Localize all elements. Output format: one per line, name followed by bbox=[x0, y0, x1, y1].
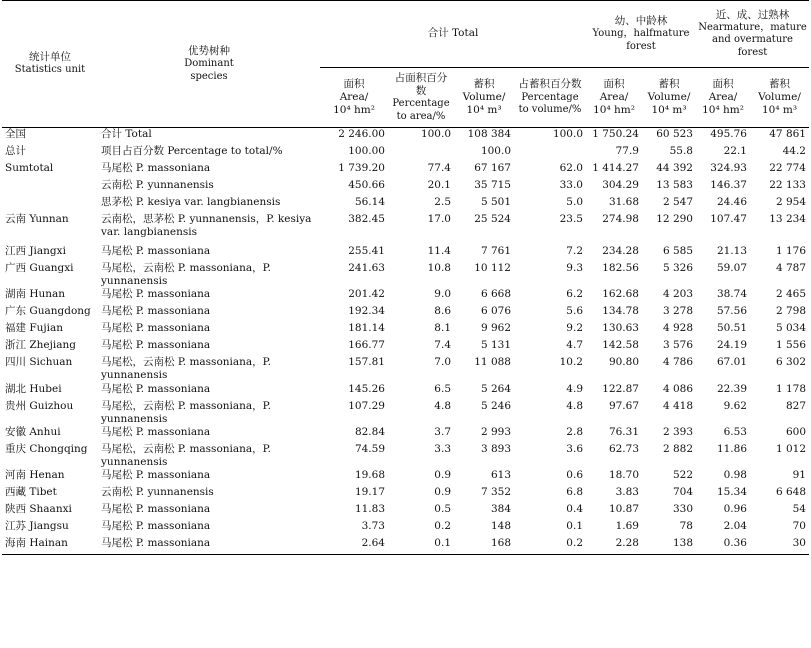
pct-area-cell: 0.2 bbox=[434, 520, 451, 532]
pct-area-cn: 占面积百分数 bbox=[394, 71, 448, 97]
species-cell: 马尾松 P. massoniana bbox=[101, 537, 211, 549]
pct-volume-cell: 5.6 bbox=[566, 305, 583, 318]
volume-en: Volume/ bbox=[758, 90, 801, 103]
young-area-cell: 10.87 bbox=[608, 503, 639, 515]
species-cell: 云南松 P. yunnanensis bbox=[101, 179, 214, 191]
species-cell: 合计 Total bbox=[101, 128, 152, 140]
near-area-cell: 22.39 bbox=[716, 382, 747, 395]
near-area-cell: 59.07 bbox=[716, 262, 747, 274]
volume-cell: 3 893 bbox=[480, 442, 511, 455]
total-group-header: 合计 Total bbox=[320, 1, 586, 68]
near-volume-cell: 1 178 bbox=[775, 382, 806, 395]
near-group-cn: 近、成、过熟林 bbox=[715, 8, 790, 21]
near-area-cell: 6.53 bbox=[723, 425, 747, 438]
area-en: Area/ bbox=[339, 90, 369, 103]
young-area-cell: 1.69 bbox=[615, 520, 639, 532]
pct-volume-cell: 0.1 bbox=[566, 520, 583, 532]
volume-cell: 11 088 bbox=[474, 356, 511, 369]
table-row bbox=[2, 288, 809, 305]
unit-cell: 广西 Guangxi bbox=[5, 262, 74, 274]
area-cell: 255.41 bbox=[348, 245, 385, 257]
near-area-cell: 0.98 bbox=[723, 469, 747, 481]
area-en: Area/ bbox=[599, 90, 629, 103]
volume-cn: 蓄积 bbox=[658, 77, 680, 90]
young-volume-cell: 5 326 bbox=[662, 262, 693, 274]
young-area-cell: 134.78 bbox=[602, 305, 639, 318]
species-cell: 马尾松 P. massoniana bbox=[101, 245, 211, 257]
unit-cell: 湖南 Hunan bbox=[5, 288, 66, 301]
near-area-cell: 15.34 bbox=[716, 486, 747, 498]
near-volume-cell: 22 774 bbox=[769, 162, 806, 174]
pct-volume-cell: 7.2 bbox=[566, 245, 583, 257]
volume-cell: 100.0 bbox=[480, 145, 511, 157]
pct-volume-cell: 3.6 bbox=[566, 442, 583, 455]
unit-cell: 云南 Yunnan bbox=[5, 213, 69, 225]
pct-area-cell: 0.1 bbox=[434, 537, 451, 549]
young-volume-cell: 3 278 bbox=[662, 305, 693, 318]
pct-volume-cell bbox=[514, 145, 586, 162]
unit-cell: 海南 Hainan bbox=[5, 537, 68, 549]
near-area-cell: 22.1 bbox=[723, 145, 747, 157]
young-volume-cell: 138 bbox=[672, 537, 693, 549]
unit-cell: 贵州 Guizhou bbox=[5, 399, 74, 412]
species-cell: 马尾松，云南松 P. massoniana，P. yunnanensis bbox=[101, 442, 271, 468]
young-area-cell: 182.56 bbox=[602, 262, 639, 274]
species-cell: 马尾松 P. massoniana bbox=[101, 162, 211, 174]
young-area-cell: 1 750.24 bbox=[592, 128, 639, 140]
near-volume-cell: 44.2 bbox=[782, 145, 806, 157]
near-area-cell: 38.74 bbox=[716, 288, 747, 301]
volume-cell: 108 384 bbox=[467, 128, 511, 140]
near-area-cell: 495.76 bbox=[710, 128, 747, 140]
near-area-cell: 11.86 bbox=[716, 442, 747, 455]
young-volume-cell: 4 418 bbox=[662, 399, 693, 412]
area-unit: 10⁴ hm² bbox=[333, 104, 375, 117]
area-cell: 157.81 bbox=[348, 356, 385, 369]
volume-cell: 67 167 bbox=[474, 162, 511, 174]
unit-cell: 浙江 Zhejiang bbox=[5, 339, 76, 352]
area-cn: 面积 bbox=[343, 77, 365, 90]
table-body bbox=[2, 128, 809, 555]
species-cell: 项目占百分数 Percentage to total/% bbox=[101, 145, 283, 157]
young-volume-cell: 4 086 bbox=[662, 382, 693, 395]
volume-cell: 7 352 bbox=[480, 486, 511, 498]
species-cell: 马尾松 P. massoniana bbox=[101, 520, 211, 532]
near-volume-cell: 1 012 bbox=[775, 442, 806, 455]
young-group-en: Young，halfmature forest bbox=[592, 28, 690, 52]
young-area-cell: 274.98 bbox=[602, 213, 639, 225]
young-group-cn: 幼、中龄林 bbox=[614, 14, 668, 27]
young-volume-cell: 330 bbox=[672, 503, 693, 515]
near-area-cell: 2.04 bbox=[723, 520, 747, 532]
pct-volume-cell: 2.8 bbox=[566, 425, 583, 438]
volume-cell: 168 bbox=[490, 537, 511, 549]
area-cell: 19.68 bbox=[354, 469, 385, 481]
near-area-cell: 324.93 bbox=[710, 162, 747, 174]
table-row bbox=[2, 196, 809, 213]
table-row bbox=[2, 356, 809, 382]
volume-cell: 2 993 bbox=[480, 425, 511, 438]
pct-vol-en: Percentage to volume/% bbox=[518, 91, 582, 116]
near-volume-cell: 70 bbox=[792, 520, 806, 532]
near-area-header bbox=[696, 68, 750, 128]
young-volume-cell: 4 786 bbox=[662, 356, 693, 369]
young-volume-cell: 4 928 bbox=[662, 322, 693, 335]
species-cell: 马尾松 P. massoniana bbox=[101, 305, 211, 318]
species-cell: 云南松 P. yunnanensis bbox=[101, 486, 214, 498]
area-cell: 2 246.00 bbox=[338, 128, 385, 140]
pct-volume-header bbox=[514, 68, 586, 128]
table-row bbox=[2, 469, 809, 486]
volume-unit: 10⁴ m³ bbox=[466, 104, 502, 117]
area-cell: 19.17 bbox=[354, 486, 385, 498]
young-volume-cell: 2 547 bbox=[662, 196, 693, 208]
species-cell: 马尾松 P. massoniana bbox=[101, 322, 211, 335]
pct-area-cell: 11.4 bbox=[427, 245, 451, 257]
unit-header-cn: 统计单位 bbox=[29, 51, 71, 64]
pct-area-cell bbox=[388, 145, 454, 162]
area-unit: 10⁴ hm² bbox=[593, 104, 635, 117]
table-row bbox=[2, 426, 809, 443]
table-header bbox=[2, 1, 809, 128]
table-row bbox=[2, 128, 809, 146]
area-cell: 201.42 bbox=[348, 288, 385, 301]
unit-cell: 江西 Jiangxi bbox=[5, 245, 66, 257]
volume-cell: 6 668 bbox=[480, 288, 511, 301]
near-area-cell: 0.96 bbox=[723, 503, 747, 515]
near-volume-cell: 13 234 bbox=[769, 213, 806, 225]
young-group-header bbox=[586, 1, 696, 68]
volume-cn: 蓄积 bbox=[769, 77, 790, 90]
young-volume-cell: 2 882 bbox=[662, 442, 693, 455]
volume-cell: 5 501 bbox=[480, 196, 511, 208]
area-cell: 100.00 bbox=[348, 145, 385, 157]
area-cell: 11.83 bbox=[354, 503, 385, 515]
young-volume-cell: 522 bbox=[672, 469, 693, 481]
unit-header-en: Statistics unit bbox=[14, 64, 86, 76]
pct-volume-cell: 4.9 bbox=[566, 382, 583, 395]
pct-volume-cell: 0.6 bbox=[566, 469, 583, 481]
near-volume-cell: 1 556 bbox=[775, 339, 806, 352]
area-cell: 107.29 bbox=[348, 399, 385, 412]
near-group-header bbox=[696, 1, 809, 68]
young-area-cell: 76.31 bbox=[608, 425, 639, 438]
pct-area-cell: 100.0 bbox=[420, 128, 451, 140]
young-volume-cell: 13 583 bbox=[656, 179, 693, 191]
near-volume-cell: 30 bbox=[792, 537, 806, 549]
pct-volume-cell: 4.7 bbox=[566, 339, 583, 352]
pct-area-cell: 10.8 bbox=[427, 262, 451, 274]
pct-area-cell: 3.3 bbox=[434, 442, 451, 455]
young-area-cell: 1 414.27 bbox=[592, 162, 639, 174]
unit-cell: 全国 bbox=[5, 128, 26, 140]
area-cell: 181.14 bbox=[348, 322, 385, 335]
pct-area-cell: 8.6 bbox=[434, 305, 451, 318]
species-cell: 马尾松，云南松 P. massoniana，P. yunnanensis bbox=[101, 356, 271, 382]
pct-area-cell: 0.9 bbox=[434, 469, 451, 481]
young-area-cell: 304.29 bbox=[602, 179, 639, 191]
table-row bbox=[2, 520, 809, 537]
species-header-cn: 优势树种 bbox=[188, 44, 230, 57]
volume-cn: 蓄积 bbox=[473, 77, 495, 90]
area-cell: 450.66 bbox=[348, 179, 385, 191]
area-unit: 10⁴ hm² bbox=[702, 104, 744, 117]
young-volume-cell: 4 203 bbox=[662, 288, 693, 301]
volume-cell: 10 112 bbox=[474, 262, 511, 274]
table-row bbox=[2, 213, 809, 245]
near-volume-cell: 1 176 bbox=[775, 245, 806, 257]
area-cell: 74.59 bbox=[354, 442, 385, 455]
near-volume-cell: 827 bbox=[785, 399, 806, 412]
species-cell: 云南松，思茅松 P. yunnanensis，P. kesiya var. langbianensis bbox=[101, 213, 312, 239]
table-row bbox=[2, 245, 809, 262]
near-area-cell: 67.01 bbox=[716, 356, 747, 369]
young-area-cell: 122.87 bbox=[602, 382, 639, 395]
pct-volume-cell: 5.0 bbox=[566, 196, 583, 208]
unit-header bbox=[2, 1, 98, 128]
near-volume-cell: 2 465 bbox=[775, 288, 806, 301]
volume-cell: 5 131 bbox=[480, 339, 511, 352]
total-area-header bbox=[320, 68, 388, 128]
pct-vol-cn: 占蓄积百分数 bbox=[518, 78, 582, 91]
area-cell: 82.84 bbox=[354, 425, 385, 438]
pct-volume-cell: 6.8 bbox=[566, 486, 583, 498]
pct-volume-cell: 0.2 bbox=[566, 537, 583, 549]
near-volume-cell: 22 133 bbox=[769, 179, 806, 191]
volume-cell: 7 761 bbox=[480, 245, 511, 257]
volume-cell: 6 076 bbox=[480, 305, 511, 318]
unit-cell bbox=[2, 196, 98, 213]
young-area-cell: 2.28 bbox=[615, 537, 639, 549]
volume-unit: 10⁴ m³ bbox=[761, 104, 798, 117]
unit-cell: 总计 bbox=[5, 145, 26, 157]
total-volume-header bbox=[454, 68, 514, 128]
young-volume-cell: 12 290 bbox=[656, 213, 693, 225]
near-volume-cell: 600 bbox=[785, 425, 806, 438]
near-volume-cell: 47 861 bbox=[769, 128, 806, 140]
species-cell: 马尾松 P. massoniana bbox=[101, 288, 211, 301]
area-cell: 192.34 bbox=[348, 305, 385, 318]
young-volume-cell: 6 585 bbox=[662, 245, 693, 257]
area-cell: 56.14 bbox=[354, 196, 385, 208]
unit-cell: 福建 Fujian bbox=[5, 322, 64, 335]
near-area-cell: 107.47 bbox=[710, 213, 747, 225]
young-area-cell: 3.83 bbox=[615, 486, 639, 498]
area-cell: 382.45 bbox=[348, 213, 385, 225]
young-area-header bbox=[586, 68, 642, 128]
pct-area-cell: 4.8 bbox=[434, 399, 451, 412]
species-cell: 马尾松，云南松 P. massoniana，P. yunnanensis bbox=[101, 262, 271, 288]
table-row bbox=[2, 537, 809, 555]
area-en: Area/ bbox=[708, 90, 738, 103]
area-cell: 145.26 bbox=[348, 382, 385, 395]
young-area-cell: 18.70 bbox=[608, 469, 639, 481]
area-cell: 2.64 bbox=[361, 537, 385, 549]
volume-cell: 384 bbox=[490, 503, 511, 515]
young-area-cell: 162.68 bbox=[602, 288, 639, 301]
volume-cell: 148 bbox=[490, 520, 511, 532]
table-row bbox=[2, 400, 809, 426]
near-area-cell: 24.19 bbox=[716, 339, 747, 352]
near-area-cell: 50.51 bbox=[716, 322, 747, 335]
species-cell: 马尾松 P. massoniana bbox=[101, 382, 211, 395]
unit-cell: 河南 Henan bbox=[5, 469, 65, 481]
pct-area-en: Percentage to area/% bbox=[392, 98, 450, 122]
young-area-cell: 31.68 bbox=[608, 196, 639, 208]
unit-cell: 陕西 Shaanxi bbox=[5, 503, 72, 515]
species-cell: 马尾松 P. massoniana bbox=[101, 425, 211, 438]
young-volume-cell: 704 bbox=[672, 486, 693, 498]
species-header-en: Dominant species bbox=[184, 58, 234, 82]
species-cell: 马尾松 P. massoniana bbox=[101, 469, 211, 481]
area-cn: 面积 bbox=[603, 77, 625, 90]
volume-cell: 5 264 bbox=[480, 382, 511, 395]
volume-cell: 9 962 bbox=[480, 322, 511, 335]
young-volume-cell: 78 bbox=[679, 520, 693, 532]
unit-cell: 江苏 Jiangsu bbox=[5, 520, 69, 532]
pct-volume-cell: 9.2 bbox=[566, 322, 583, 335]
young-volume-cell: 55.8 bbox=[669, 145, 693, 157]
young-volume-cell: 3 576 bbox=[662, 339, 693, 352]
table-row bbox=[2, 503, 809, 520]
pct-area-cell: 8.1 bbox=[434, 322, 451, 335]
young-volume-cell: 44 392 bbox=[656, 162, 693, 174]
near-volume-cell: 2 798 bbox=[775, 305, 806, 318]
pct-area-cell: 6.5 bbox=[434, 382, 451, 395]
pct-area-cell: 0.9 bbox=[434, 486, 451, 498]
pct-volume-cell: 4.8 bbox=[566, 399, 583, 412]
species-header bbox=[98, 1, 320, 128]
area-cell: 241.63 bbox=[348, 262, 385, 274]
table-row bbox=[2, 383, 809, 400]
unit-cell: 广东 Guangdong bbox=[5, 305, 91, 318]
young-volume-header bbox=[642, 68, 696, 128]
statistics-table bbox=[2, 0, 809, 555]
near-area-cell: 21.13 bbox=[716, 245, 747, 257]
pct-volume-cell: 10.2 bbox=[559, 356, 583, 369]
volume-unit: 10⁴ m³ bbox=[651, 104, 687, 117]
table-row bbox=[2, 262, 809, 288]
species-cell: 马尾松 P. massoniana bbox=[101, 339, 211, 352]
young-area-cell: 62.73 bbox=[608, 442, 639, 455]
pct-area-cell: 7.4 bbox=[434, 339, 451, 352]
pct-area-cell: 20.1 bbox=[427, 179, 451, 191]
unit-cell: 重庆 Chongqing bbox=[5, 442, 88, 455]
near-area-cell: 24.46 bbox=[716, 196, 747, 208]
table-row bbox=[2, 145, 809, 162]
area-cell: 1 739.20 bbox=[338, 162, 385, 174]
near-area-cell: 146.37 bbox=[710, 179, 747, 191]
unit-cell: 安徽 Anhui bbox=[5, 425, 61, 438]
pct-volume-cell: 33.0 bbox=[559, 179, 583, 191]
table-row bbox=[2, 339, 809, 356]
pct-area-cell: 3.7 bbox=[434, 425, 451, 438]
pct-volume-cell: 62.0 bbox=[559, 162, 583, 174]
unit-cell: Sumtotal bbox=[5, 162, 54, 174]
table-row bbox=[2, 162, 809, 179]
near-volume-cell: 6 302 bbox=[775, 356, 806, 369]
unit-cell: 四川 Sichuan bbox=[5, 356, 73, 369]
unit-cell: 西藏 Tibet bbox=[5, 486, 57, 498]
near-volume-cell: 2 954 bbox=[775, 196, 806, 208]
area-cn: 面积 bbox=[712, 77, 734, 90]
unit-cell: 湖北 Hubei bbox=[5, 382, 62, 395]
volume-cell: 25 524 bbox=[474, 213, 511, 225]
near-area-cell: 9.62 bbox=[723, 399, 747, 412]
pct-area-cell: 0.5 bbox=[434, 503, 451, 515]
young-area-cell: 142.58 bbox=[602, 339, 639, 352]
young-volume-cell: 2 393 bbox=[662, 425, 693, 438]
near-area-cell: 0.36 bbox=[723, 537, 747, 549]
species-cell: 马尾松，云南松 P. massoniana，P. yunnanensis bbox=[101, 399, 271, 425]
pct-area-cell: 2.5 bbox=[434, 196, 451, 208]
volume-cell: 5 246 bbox=[480, 399, 511, 412]
near-volume-cell: 4 787 bbox=[775, 262, 806, 274]
near-group-en: Nearmature，mature and overmature forest bbox=[698, 21, 807, 58]
species-cell: 思茅松 P. kesiya var. langbianensis bbox=[101, 196, 281, 208]
young-volume-cell: 60 523 bbox=[656, 128, 693, 140]
pct-volume-cell: 23.5 bbox=[559, 213, 583, 225]
unit-cell bbox=[2, 179, 98, 196]
species-cell: 马尾松 P. massoniana bbox=[101, 503, 211, 515]
table-row bbox=[2, 179, 809, 196]
area-cell: 166.77 bbox=[348, 339, 385, 352]
young-area-cell: 130.63 bbox=[602, 322, 639, 335]
pct-volume-cell: 100.0 bbox=[552, 128, 583, 140]
pct-area-cell: 7.0 bbox=[434, 356, 451, 369]
young-area-cell: 234.28 bbox=[602, 245, 639, 257]
pct-area-cell: 77.4 bbox=[427, 162, 451, 174]
volume-en: Volume/ bbox=[462, 90, 506, 103]
table-row bbox=[2, 305, 809, 322]
pct-volume-cell: 9.3 bbox=[566, 262, 583, 274]
pct-volume-cell: 0.4 bbox=[566, 503, 583, 515]
near-volume-cell: 54 bbox=[792, 503, 806, 515]
area-cell: 3.73 bbox=[361, 520, 385, 532]
young-area-cell: 97.67 bbox=[608, 399, 639, 412]
near-volume-cell: 91 bbox=[792, 469, 806, 481]
table-row bbox=[2, 443, 809, 469]
young-area-cell: 77.9 bbox=[615, 145, 639, 157]
pct-area-cell: 9.0 bbox=[434, 288, 451, 301]
volume-cell: 613 bbox=[490, 469, 511, 481]
near-volume-header bbox=[750, 68, 809, 128]
volume-en: Volume/ bbox=[647, 90, 691, 103]
near-volume-cell: 6 648 bbox=[775, 486, 806, 498]
pct-volume-cell: 6.2 bbox=[566, 288, 583, 301]
volume-cell: 35 715 bbox=[474, 179, 511, 191]
near-area-cell: 57.56 bbox=[716, 305, 747, 318]
table-row bbox=[2, 486, 809, 503]
table-row bbox=[2, 322, 809, 339]
pct-area-cell: 17.0 bbox=[427, 213, 451, 225]
near-volume-cell: 5 034 bbox=[775, 322, 806, 335]
pct-area-header bbox=[388, 68, 454, 128]
young-area-cell: 90.80 bbox=[608, 356, 639, 369]
